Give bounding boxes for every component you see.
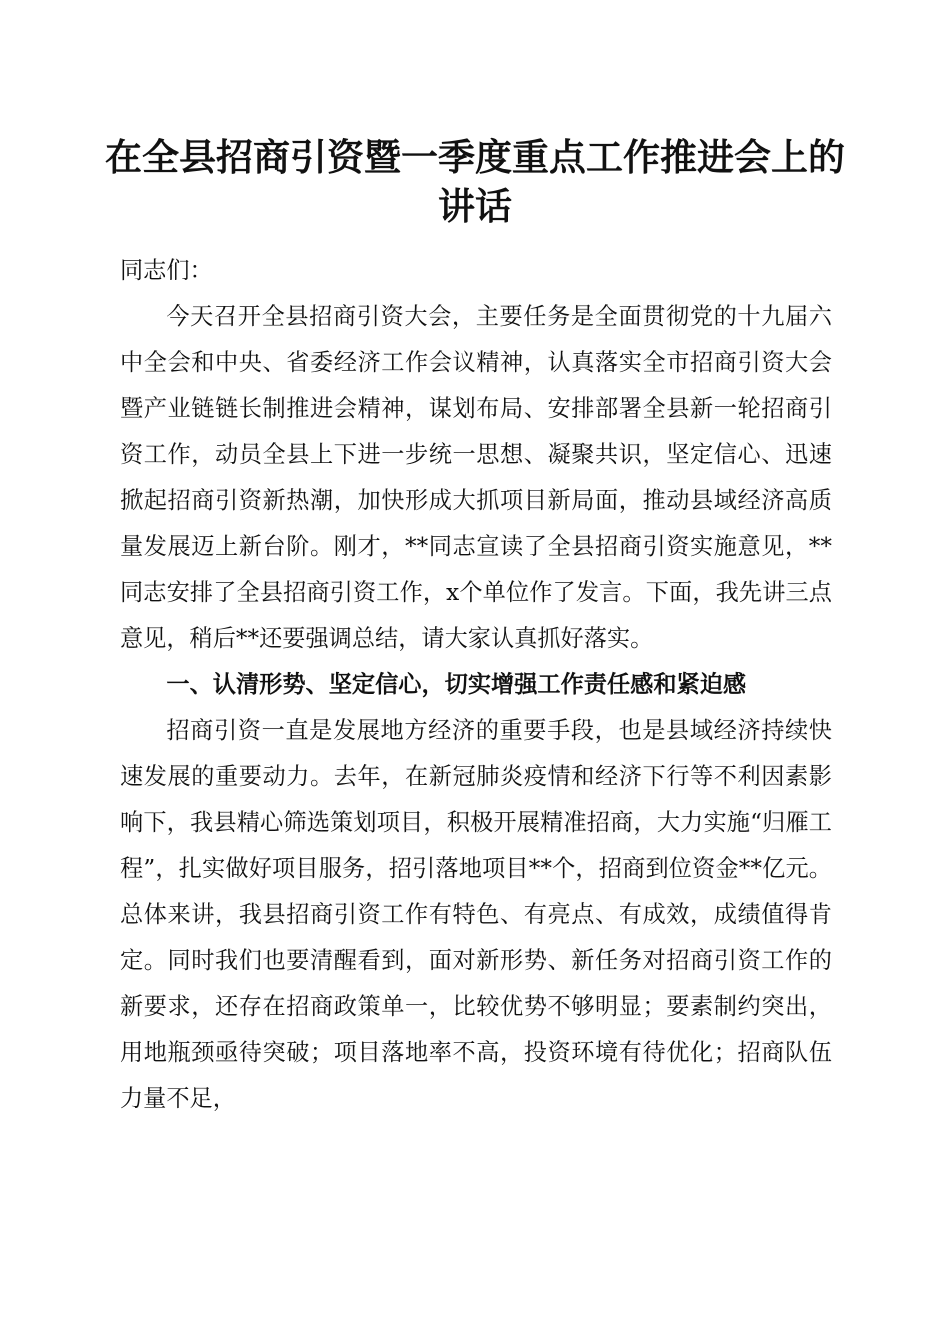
document-body [120,248,832,1122]
section-paragraph: 招商引资一直是发展地方经济的重要手段，也是县域经济持续快速发展的重要动力。去年，在新冠肺炎疫情和经济下行等不利因素影响下，我县精心筛选策划项目，积极开展精准招商，大力实施“归雁工程”，扎实做好项目服务，招引落地项目**个，招商到位资金**亿元。总体来讲，我县招商引资工作有特色、有亮点、有成效，成绩值得肯定。同时我们也要清醒看到，面对新形势、新任务对招商引资工作的新要求，还存在招商政策单一，比较优势不够明显；要素制约突出，用地瓶颈亟待突破；项目落地率不高，投资环境有待优化；招商队伍力量不足， [120,717,832,1112]
intro-paragraph: 今天召开全县招商引资大会，主要任务是全面贯彻党的十九届六中全会和中央、省委经济工作会议精神，认真落实全市招商引资大会暨产业链链长制推进会精神，谋划布局、安排部署全县新一轮招商引资工作，动员全县上下进一步统一思想、凝聚共识，坚定信心、迅速掀起招商引资新热潮，加快形成大抓项目新局面，推动县域经济高质量发展迈上新台阶。刚才，**同志宣读了全县招商引资实施意见，**同志安排了全县招商引资工作，x个单位作了发言。下面，我先讲三点意见，稍后**还要强调总结，请大家认真抓好落实。 [120,303,832,652]
salutation: 同志们： [120,257,213,284]
document-title: 在全县招商引资暨一季度重点工作推进会上的讲话 [105,135,845,228]
section-heading: 一、认清形势、坚定信心，切实增强工作责任感和紧迫感 [166,671,747,698]
